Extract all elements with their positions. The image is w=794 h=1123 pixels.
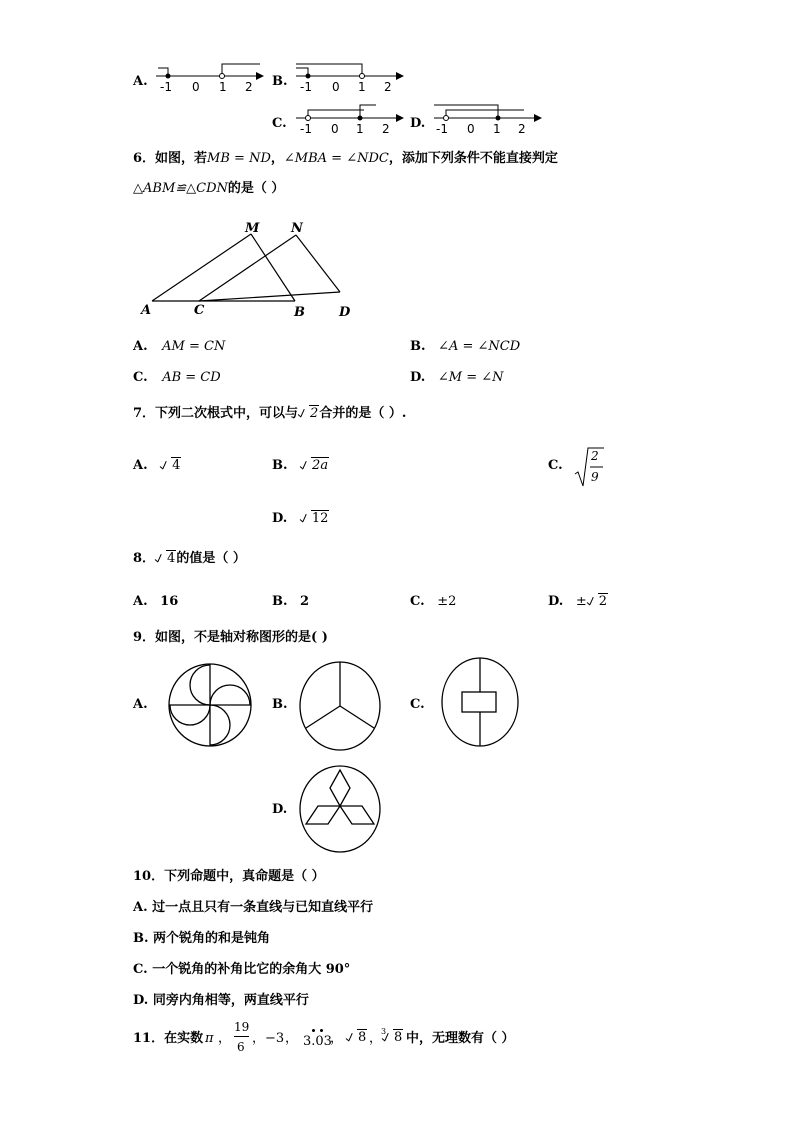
q6-option-c-text: AB = CD xyxy=(162,370,221,385)
q7-stem-rad: 2 xyxy=(310,406,319,421)
q11-cube-index: 3 xyxy=(381,1027,387,1036)
q8-option-c-label: C. xyxy=(410,594,425,609)
q6-option-d[interactable] xyxy=(410,370,504,386)
q6-option-b-text: ∠A = ∠NCD xyxy=(438,339,521,354)
q6-option-c[interactable] xyxy=(133,370,221,386)
q11-stem-suffix: 中，无理数有（ ） xyxy=(406,1031,515,1046)
q11-cbrt8-rad: 8 xyxy=(394,1030,403,1045)
q5-a-tick-2: 2 xyxy=(245,80,253,94)
q5-d-tick-1: 1 xyxy=(493,122,501,136)
q5-option-d-label[interactable]: D. xyxy=(410,116,426,131)
q6-label-m: M xyxy=(245,221,260,236)
q10-option-d-label: D. xyxy=(133,993,149,1008)
q11-repeating-decimal: 3.03 xyxy=(303,1034,332,1049)
q7-option-c-den: 9 xyxy=(591,470,599,484)
q8-option-d-pm: ± xyxy=(575,594,587,609)
q11-neg3: −3 xyxy=(265,1031,285,1046)
q6-option-b-label: B. xyxy=(410,339,426,354)
q6-option-d-text: ∠M = ∠N xyxy=(437,370,504,385)
q6-stem-suffix: ，添加下列条件不能直接判定 xyxy=(388,151,558,166)
q8-stem-suffix: 的值是（ ） xyxy=(176,551,246,566)
q8-option-a[interactable] xyxy=(133,594,178,610)
q5-a-tick-0: 0 xyxy=(192,80,200,94)
q9-option-a-pinwheel-figure[interactable] xyxy=(164,662,258,748)
q5-b-tick-0: 0 xyxy=(332,80,340,94)
q6-option-b[interactable] xyxy=(410,339,520,355)
q9-stem: 9．如图，不是轴对称图形的是( ) xyxy=(133,630,328,645)
q6-stem-mb: MB = ND xyxy=(207,151,271,166)
q11-sep-4: ， xyxy=(330,1031,344,1046)
q8-stem-prefix: 8． xyxy=(133,551,156,566)
q5-a-tick-1: 1 xyxy=(219,80,227,94)
q6-stem-line2 xyxy=(133,181,284,197)
q11-frac-num: 19 xyxy=(234,1020,250,1034)
q10-stem: 10．下列命题中，真命题是（ ） xyxy=(133,869,325,884)
q6-stem-congruence: △ABM≌△CDN xyxy=(133,181,228,196)
q7-stem-prefix: 7．下列二次根式中，可以与 xyxy=(133,406,299,421)
q7-option-b[interactable] xyxy=(272,458,329,474)
q8-option-a-text: 16 xyxy=(160,594,179,609)
q6-label-b: B xyxy=(294,305,305,320)
q7-option-a-label: A. xyxy=(133,458,148,473)
q10-option-c[interactable] xyxy=(133,962,350,978)
q9-option-d-label[interactable]: D. xyxy=(272,802,288,817)
q11-sqrt8-rad: 8 xyxy=(358,1030,367,1045)
q7-option-c-radical xyxy=(574,446,604,488)
q8-option-b[interactable] xyxy=(272,594,309,610)
q5-a-tick-n1: -1 xyxy=(160,80,172,94)
q6-stem-angle: ∠MBA = ∠NDC xyxy=(283,151,389,166)
q5-c-tick-0: 0 xyxy=(331,122,339,136)
q10-option-c-text: 一个锐角的补角比它的余角大 90° xyxy=(152,962,351,977)
q8-option-d-rad: 2 xyxy=(598,594,608,609)
q10-option-b-label: B. xyxy=(133,931,149,946)
q9-option-c-label[interactable]: C. xyxy=(410,697,425,712)
q8-stem-rad: 4 xyxy=(167,551,176,566)
q10-option-a[interactable] xyxy=(133,900,373,916)
q9-option-c-box-figure[interactable] xyxy=(440,656,520,748)
q11-frac-den: 6 xyxy=(237,1040,245,1054)
q5-d-tick-n1: -1 xyxy=(436,122,448,136)
q7-option-a[interactable] xyxy=(133,458,181,474)
q11-sep-5: ， xyxy=(369,1031,383,1046)
q8-option-d[interactable] xyxy=(548,594,608,610)
q11-sep-2: ， xyxy=(252,1031,266,1046)
q6-stem-prefix: 6．如图，若 xyxy=(133,151,208,166)
q5-b-tick-1: 1 xyxy=(358,80,366,94)
q6-stem-line2-suffix: 的是（ ） xyxy=(227,181,285,196)
q7-option-a-rad: 4 xyxy=(172,458,181,473)
q5-b-tick-n1: -1 xyxy=(300,80,312,94)
q5-d-tick-0: 0 xyxy=(467,122,475,136)
q9-option-a-label[interactable]: A. xyxy=(133,697,148,712)
q11-frac-bar xyxy=(234,1036,249,1037)
q5-b-tick-2: 2 xyxy=(384,80,392,94)
q7-option-d[interactable] xyxy=(272,511,329,527)
q10-option-a-text: 过一点且只有一条直线与已知直线平行 xyxy=(152,900,374,915)
q6-stem-line1 xyxy=(133,151,558,167)
q8-option-b-label: B. xyxy=(272,594,288,609)
q9-option-b-mercedes-figure[interactable] xyxy=(298,660,382,752)
q11-repeat-dot-2 xyxy=(320,1029,323,1032)
q6-label-d: D xyxy=(339,305,351,320)
q5-c-tick-1: 1 xyxy=(356,122,364,136)
q6-option-a-text: AM = CN xyxy=(162,339,226,354)
q7-option-d-rad: 12 xyxy=(311,511,329,526)
q8-stem xyxy=(133,551,246,567)
q6-option-a-label: A. xyxy=(133,339,148,354)
q5-option-a-label[interactable]: A. xyxy=(133,74,148,89)
q10-option-b-text: 两个锐角的和是钝角 xyxy=(153,931,271,946)
q8-option-b-text: 2 xyxy=(300,594,310,609)
q8-option-a-label: A. xyxy=(133,594,148,609)
q6-option-a[interactable] xyxy=(133,339,225,355)
q7-option-c-label: C. xyxy=(548,458,563,473)
q10-option-c-label: C. xyxy=(133,962,148,977)
q10-option-d-text: 同旁内角相等，两直线平行 xyxy=(152,993,309,1008)
q5-c-tick-n1: -1 xyxy=(300,122,312,136)
q6-label-n: N xyxy=(291,221,303,236)
q6-option-c-label: C. xyxy=(133,370,148,385)
q11-sep-1: ， xyxy=(218,1031,232,1046)
q7-option-c-num: 2 xyxy=(591,449,599,463)
q5-option-c-label[interactable]: C. xyxy=(272,116,287,131)
q6-label-a: A xyxy=(141,303,152,318)
q10-option-b[interactable] xyxy=(133,931,270,947)
q6-stem-comma: ， xyxy=(270,151,284,166)
q11-sep-3: ， xyxy=(285,1031,299,1046)
q9-option-b-label[interactable]: B. xyxy=(272,697,288,712)
q11-pi: π xyxy=(205,1031,214,1046)
q5-option-b-label[interactable]: B. xyxy=(272,74,288,89)
q8-option-c-text: ±2 xyxy=(437,594,457,609)
q10-option-a-label: A. xyxy=(133,900,148,915)
q7-stem-suffix: 合并的是（ ）. xyxy=(319,406,407,421)
q10-option-d[interactable] xyxy=(133,993,309,1009)
q6-label-c: C xyxy=(194,303,205,318)
q5-c-tick-2: 2 xyxy=(382,122,390,136)
q11-cbrt8 xyxy=(382,1030,403,1046)
q7-stem xyxy=(133,406,406,422)
q11-stem-prefix: 11．在实数 xyxy=(133,1031,204,1046)
q5-d-tick-2: 2 xyxy=(518,122,526,136)
q7-option-b-label: B. xyxy=(272,458,288,473)
q7-option-b-rad: 2a xyxy=(312,458,329,473)
q8-option-c[interactable] xyxy=(410,594,456,610)
q11-repeat-dot-1 xyxy=(312,1029,315,1032)
q7-option-d-label: D. xyxy=(272,511,288,526)
q6-option-d-label: D. xyxy=(410,370,426,385)
q9-option-d-diamonds-figure[interactable] xyxy=(298,764,382,854)
q11-sqrt8 xyxy=(346,1030,367,1046)
q8-option-d-label: D. xyxy=(548,594,564,609)
q7-option-c[interactable] xyxy=(548,458,563,474)
